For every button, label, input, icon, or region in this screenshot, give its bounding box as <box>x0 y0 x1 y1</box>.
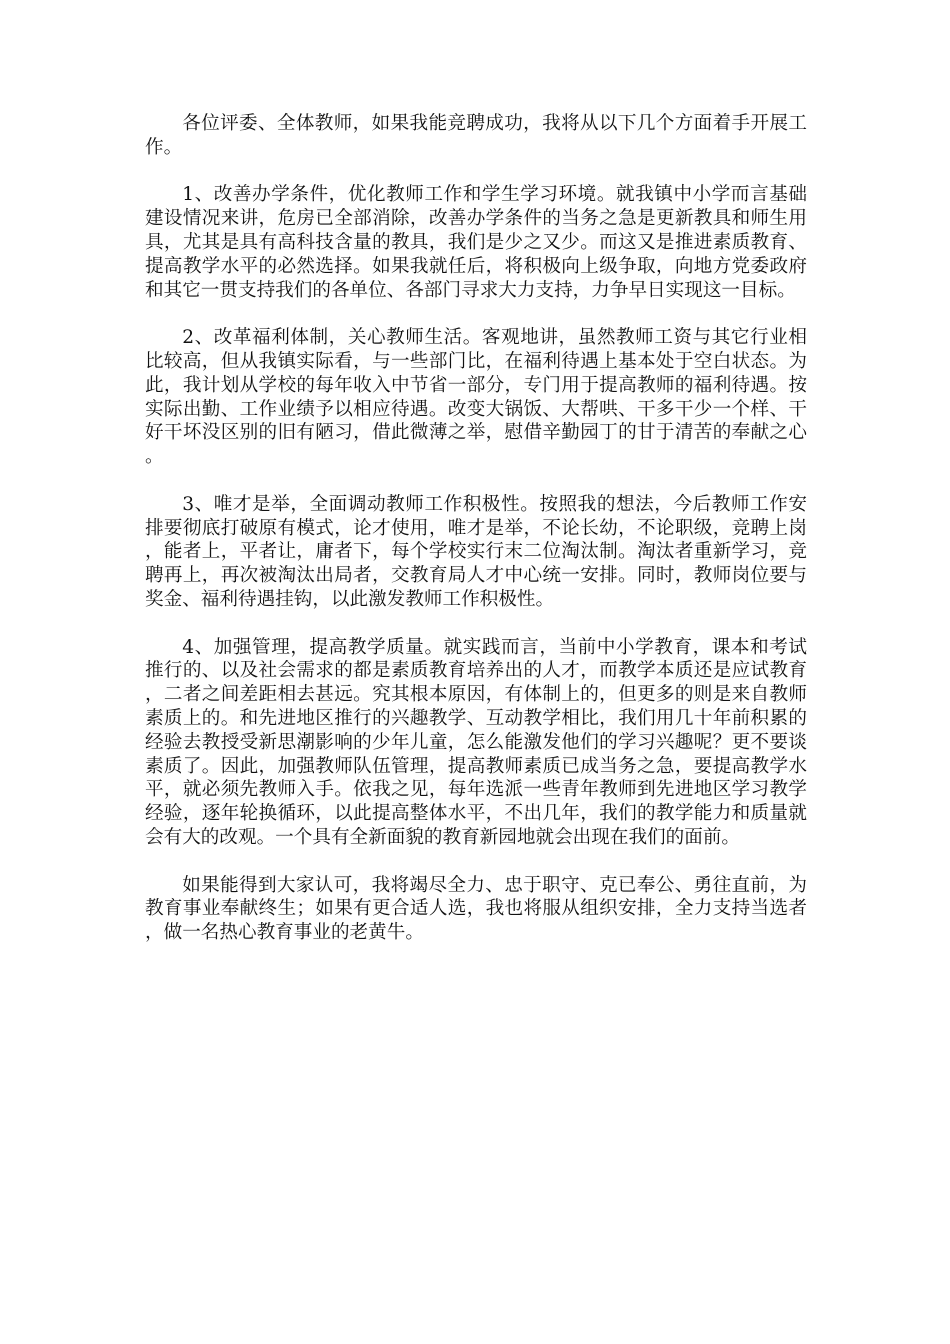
paragraph-item-4: 4、加强管理，提高教学质量。就实践而言，当前中小学教育，课本和考试推行的、以及社会需求的都是素质教育培养出的人才，而教学本质还是应试教育，二者之间差距相去甚远。究其根本原因，有体制上的，但更多的则是来自教师素质上的。和先进地区推行的兴趣教学、互动教学相比，我们用几十年前积累的经验去教授受新思潮影响的少年儿童，怎么能激发他们的学习兴趣呢？更不要谈素质了。因此，加强教师队伍管理，提高教师素质已成当务之急，要提高教学水平，就必须先教师入手。依我之见，每年选派一些青年教师到先进地区学习教学经验，逐年轮换循环，以此提高整体水平，不出几年，我们的教学能力和质量就会有大的改观。一个具有全新面貌的教育新园地就会出现在我们的面前。 <box>145 636 807 848</box>
paragraph-item-3: 3、唯才是举，全面调动教师工作积极性。按照我的想法，今后教师工作安排要彻底打破原有模式，论才使用，唯才是举，不论长幼，不论职级，竞聘上岗，能者上，平者让，庸者下，每个学校实行末二位淘汰制。淘汰者重新学习，竞聘再上，再次被淘汰出局者，交教育局人才中心统一安排。同时，教师岗位要与奖金、福利待遇挂钩，以此激发教师工作积极性。 <box>145 493 807 610</box>
paragraph-opening: 各位评委、全体教师，如果我能竞聘成功，我将从以下几个方面着手开展工作。 <box>145 113 807 158</box>
paragraph-closing: 如果能得到大家认可，我将竭尽全力、忠于职守、克已奉公、勇往直前，为教育事业奉献终生；如果有更合适人选，我也将服从组织安排，全力支持当选者，做一名热心教育事业的老黄牛。 <box>145 874 807 944</box>
document-body <box>145 112 807 969</box>
paragraph-item-2: 2、改革福利体制，关心教师生活。客观地讲，虽然教师工资与其它行业相比较高，但从我镇实际看，与一些部门比，在福利待遇上基本处于空白状态。为此，我计划从学校的每年收入中节省一部分，专门用于提高教师的福利待遇。按实际出勤、工作业绩予以相应待遇。改变大锅饭、大帮哄、干多干少一个样、干好干坏没区别的旧有陋习，借此微薄之举，慰借辛勤园丁的甘于清苦的奉献之心。 <box>145 327 807 468</box>
paragraph-item-1: 1、改善办学条件，优化教师工作和学生学习环境。就我镇中小学而言基础建设情况来讲，危房已全部消除，改善办学条件的当务之急是更新教具和师生用具，尤其是具有高科技含量的教具，我们是少之又少。而这又是推进素质教育、提高教学水平的必然选择。如果我就任后，将积极向上级争取，向地方党委政府和其它一贯支持我们的各单位、各部门寻求大力支持，力争早日实现这一目标。 <box>145 184 807 301</box>
